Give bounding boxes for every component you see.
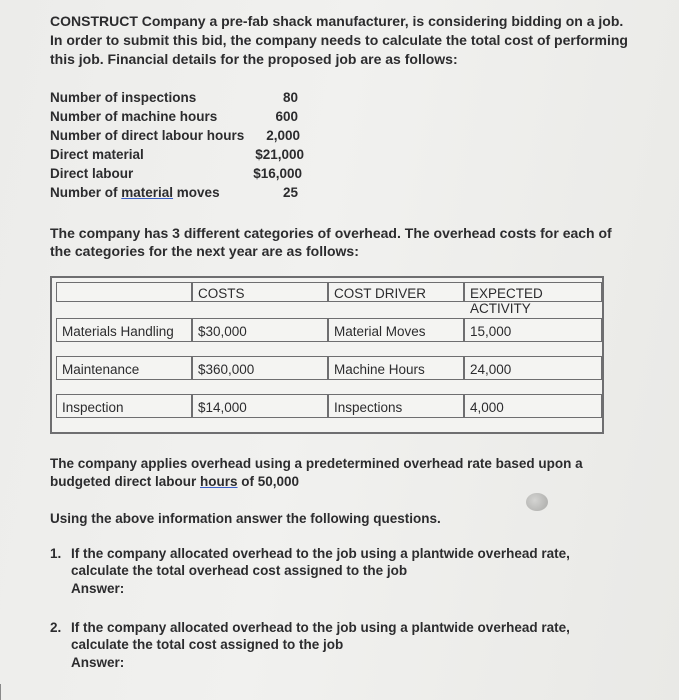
table-cell: Machine Hours	[328, 356, 464, 380]
detail-row	[50, 126, 310, 145]
overhead-application-text	[50, 455, 610, 491]
detail-value: 80	[282, 90, 298, 105]
detail-label: Direct material	[50, 147, 144, 162]
detail-label: Direct labour	[50, 166, 134, 181]
detail-value: $16,000	[253, 166, 302, 181]
table-cell: 4,000	[464, 394, 602, 418]
detail-row	[50, 145, 310, 164]
detail-label-part: moves	[173, 185, 220, 200]
underlined-word: hours	[200, 474, 238, 489]
applies-text: of 50,000	[237, 474, 300, 489]
underlined-word: material	[121, 185, 174, 200]
intro-paragraph: CONSTRUCT Company a pre-fab shack manufacturer, is considering bidding on a job. In order to submit this bid, the company needs to calculate the total cost of performing this job. Financial details for the proposed job are as follows:	[50, 13, 628, 67]
question-text-block	[71, 545, 591, 597]
detail-label	[50, 183, 220, 202]
overhead-intro: The company has 3 different categories of overhead. The overhead costs for each of the categories for the next year are as follows:	[50, 225, 612, 259]
question-text: If the company allocated overhead to the job using a plantwide overhead rate, calculate the total cost assigned to the job	[71, 620, 570, 652]
applies-text: The company applies overhead using a predetermined overhead rate based upon a budgeted direct labour	[50, 456, 583, 489]
table-cell: Material Moves	[328, 318, 464, 342]
table-header-cell: COSTS	[192, 282, 328, 302]
question-text: If the company allocated overhead to the job using a plantwide overhead rate, calculate the total overhead cost assigned to the job	[71, 546, 570, 578]
pen-mark	[0, 684, 1, 700]
table-cell: Materials Handling	[56, 318, 192, 342]
detail-value: $21,000	[255, 147, 304, 162]
table-header-cell: EXPECTED ACTIVITY	[464, 282, 602, 302]
detail-label: Number of machine hours	[50, 109, 218, 124]
table-header-cell: COST DRIVER	[328, 282, 464, 302]
detail-label-part: Number of	[50, 185, 122, 200]
overhead-table	[50, 276, 604, 434]
smudge-mark	[526, 493, 548, 511]
detail-value: 25	[282, 185, 298, 200]
detail-value: 600	[275, 109, 298, 124]
question-number: 2.	[50, 620, 62, 635]
detail-row	[50, 164, 310, 183]
detail-label: Number of inspections	[50, 90, 197, 105]
detail-row	[50, 107, 310, 126]
table-cell: Maintenance	[56, 356, 192, 380]
detail-row	[50, 183, 310, 202]
table-cell: Inspection	[56, 394, 192, 418]
detail-row	[50, 88, 310, 107]
table-cell: 24,000	[464, 356, 602, 380]
question-text-block	[71, 619, 591, 671]
question-number: 1.	[50, 546, 62, 561]
instructions-text: Using the above information answer the following questions.	[50, 511, 441, 526]
detail-value: 2,000	[266, 128, 300, 143]
table-cell: $30,000	[192, 318, 328, 342]
table-cell: Inspections	[328, 394, 464, 418]
table-cell: $360,000	[192, 356, 328, 380]
job-details-list	[50, 88, 310, 202]
answer-label: Answer:	[71, 655, 125, 670]
table-header-cell	[56, 282, 192, 302]
answer-label: Answer:	[71, 581, 125, 596]
detail-label: Number of direct labour hours	[50, 128, 245, 143]
table-cell: 15,000	[464, 318, 602, 342]
table-cell: $14,000	[192, 394, 328, 418]
